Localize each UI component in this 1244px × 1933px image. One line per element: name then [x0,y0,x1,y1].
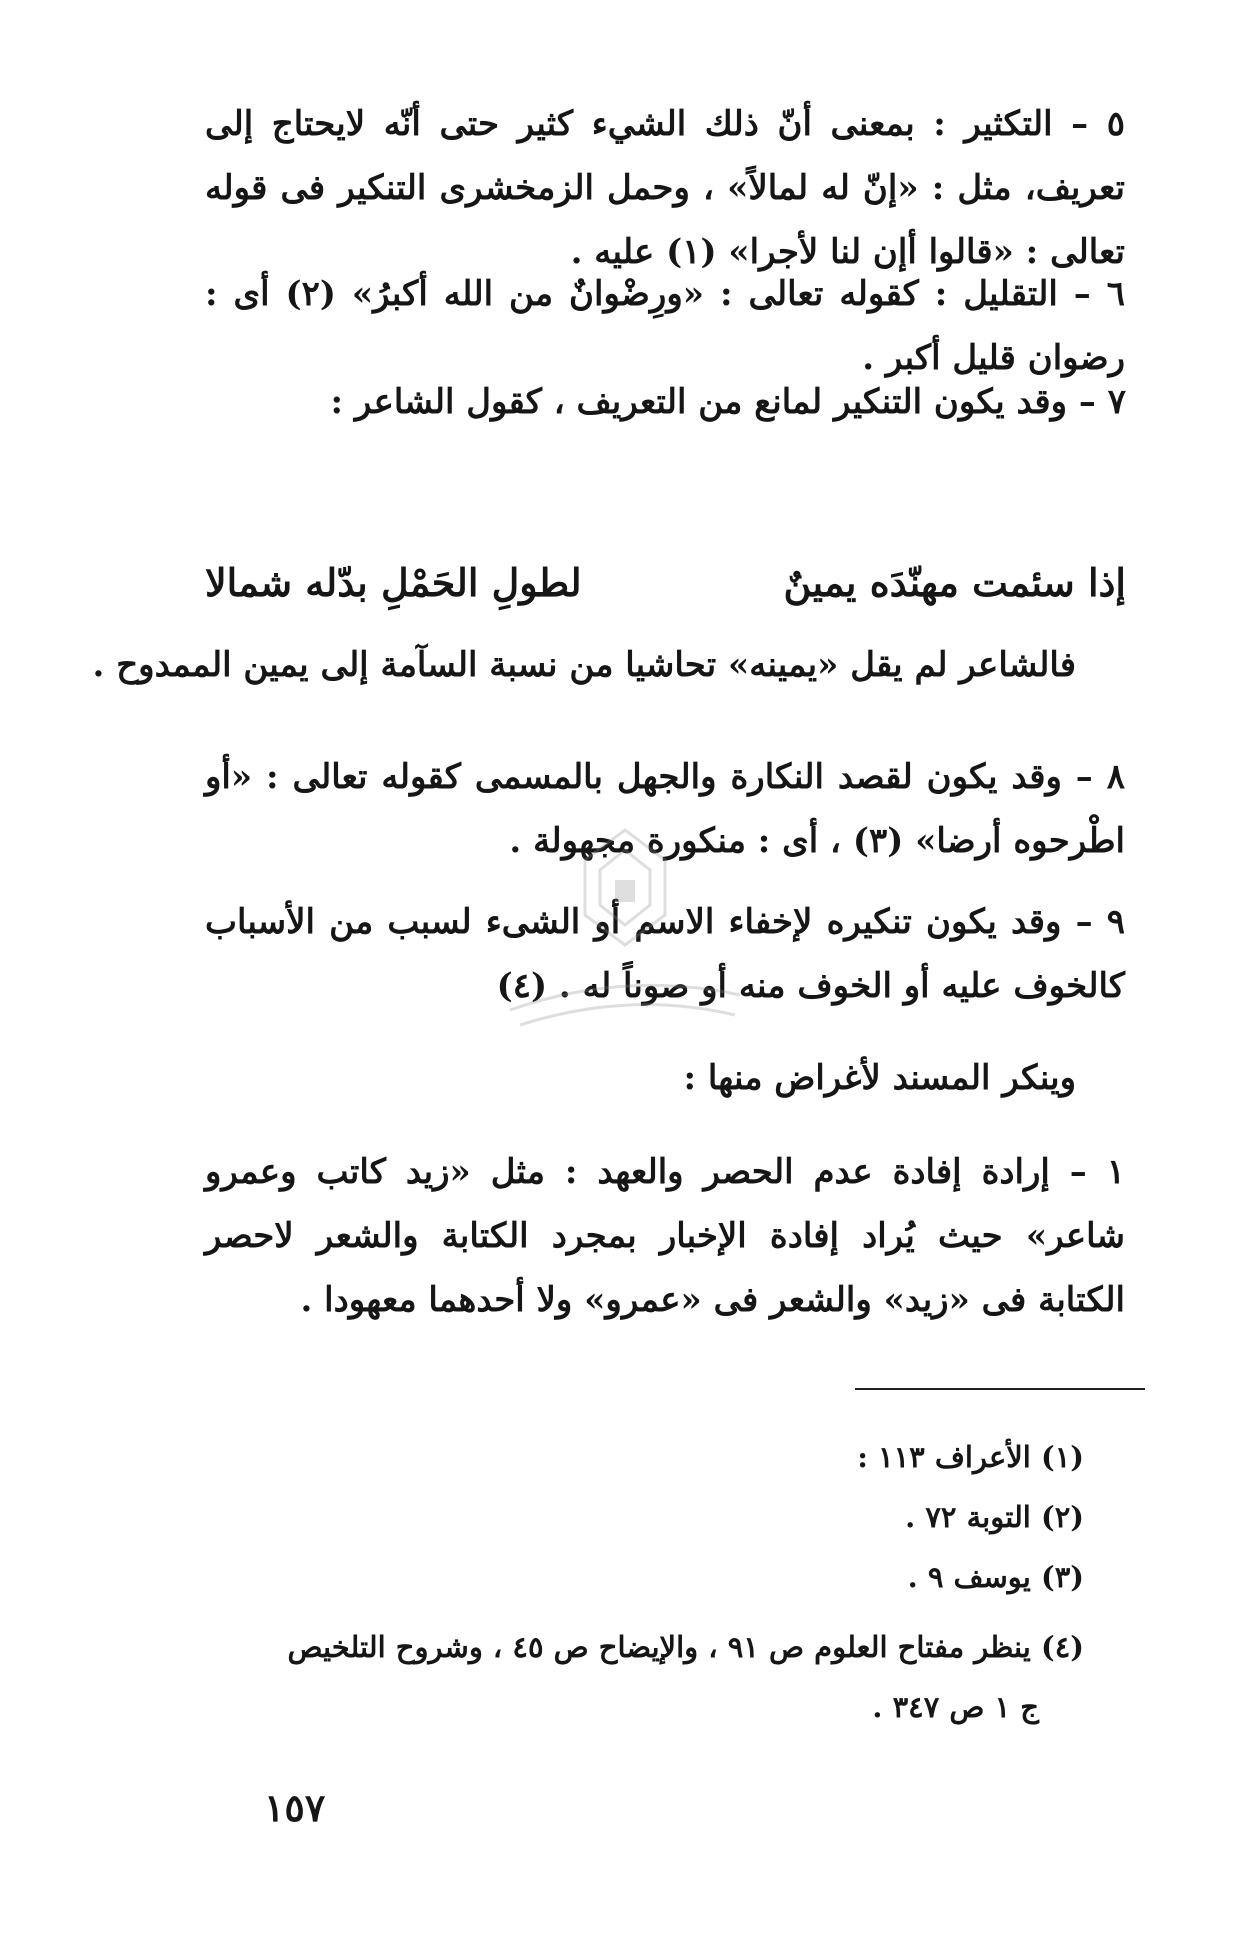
musnad-intro: وينكر المسند لأغراض منها : [683,1058,1076,1098]
poem-commentary: فالشاعر لم يقل «يمينه» تحاشيا من نسبة السآمة إلى يمين الممدوح . [92,645,1076,685]
musnad-item-1-paragraph: ١ – إرادة إفادة عدم الحصر والعهد : مثل «زيد كاتب وعمرو شاعر» حيث يُراد إفادة الإخبار بمجرد الكتابة والشعر لاحصر الكتابة فى «زيد» والشعر فى «عمرو» ولا أحدهما معهودا . [205,1152,1125,1320]
footnote-3: (٣) يوسف ٩ . [907,1560,1084,1594]
page-number: ١٥٧ [264,1785,326,1830]
item-5-paragraph: ٥ – التكثير : بمعنى أنّ ذلك الشيء كثير حتى أنّه لايحتاج إلى تعريف، مثل : «إنّ له لمالاً» ، وحمل الزمخشرى التنكير فى قوله تعالى : «قالوا أإن لنا لأجرا» (١) عليه . [205,104,1125,272]
item-9-paragraph: ٩ – وقد يكون تنكيره لإخفاء الاسم أو الشىء لسبب من الأسباب كالخوف عليه أو الخوف منه أو صوناً له . (٤) [205,902,1125,1006]
item-7-paragraph: ٧ – وقد يكون التنكير لمانع من التعريف ، كقول الشاعر : [330,382,1126,422]
library-watermark-logo [490,820,760,1050]
poem-hemistich-right: إذا سئمت مهنّدَه يمينٌ [783,560,1126,605]
item-6-paragraph: ٦ – التقليل : كقوله تعالى : «ورِضْوانٌ من الله أكبرُ» (٢) أى : رضوان قليل أكبر . [205,274,1126,378]
footnote-2: (٢) التوبة ٧٢ . [905,1500,1084,1534]
poem-hemistich-left: لطولِ الحَمْلِ بدّله شمالا [205,560,582,605]
footnote-4-line-1: (٤) ينظر مفتاح العلوم ص ٩١ ، والإيضاح ص ٤٥ ، وشروح التلخيص [287,1630,1084,1664]
footnote-1: (١) الأعراف ١١٣ : [857,1440,1084,1474]
watermark-book-icon [615,880,635,902]
item-8-paragraph: ٨ – وقد يكون لقصد النكارة والجهل بالمسمى كقوله تعالى : «أو اطْرحوه أرضا» (٣) ، أى : منكورة مجهولة . [205,757,1125,861]
watermark-script-stroke-2 [520,1005,735,1025]
footnote-4-line-2: ج ١ ص ٣٤٧ . [872,1690,1039,1724]
footnote-separator [855,1388,1145,1390]
